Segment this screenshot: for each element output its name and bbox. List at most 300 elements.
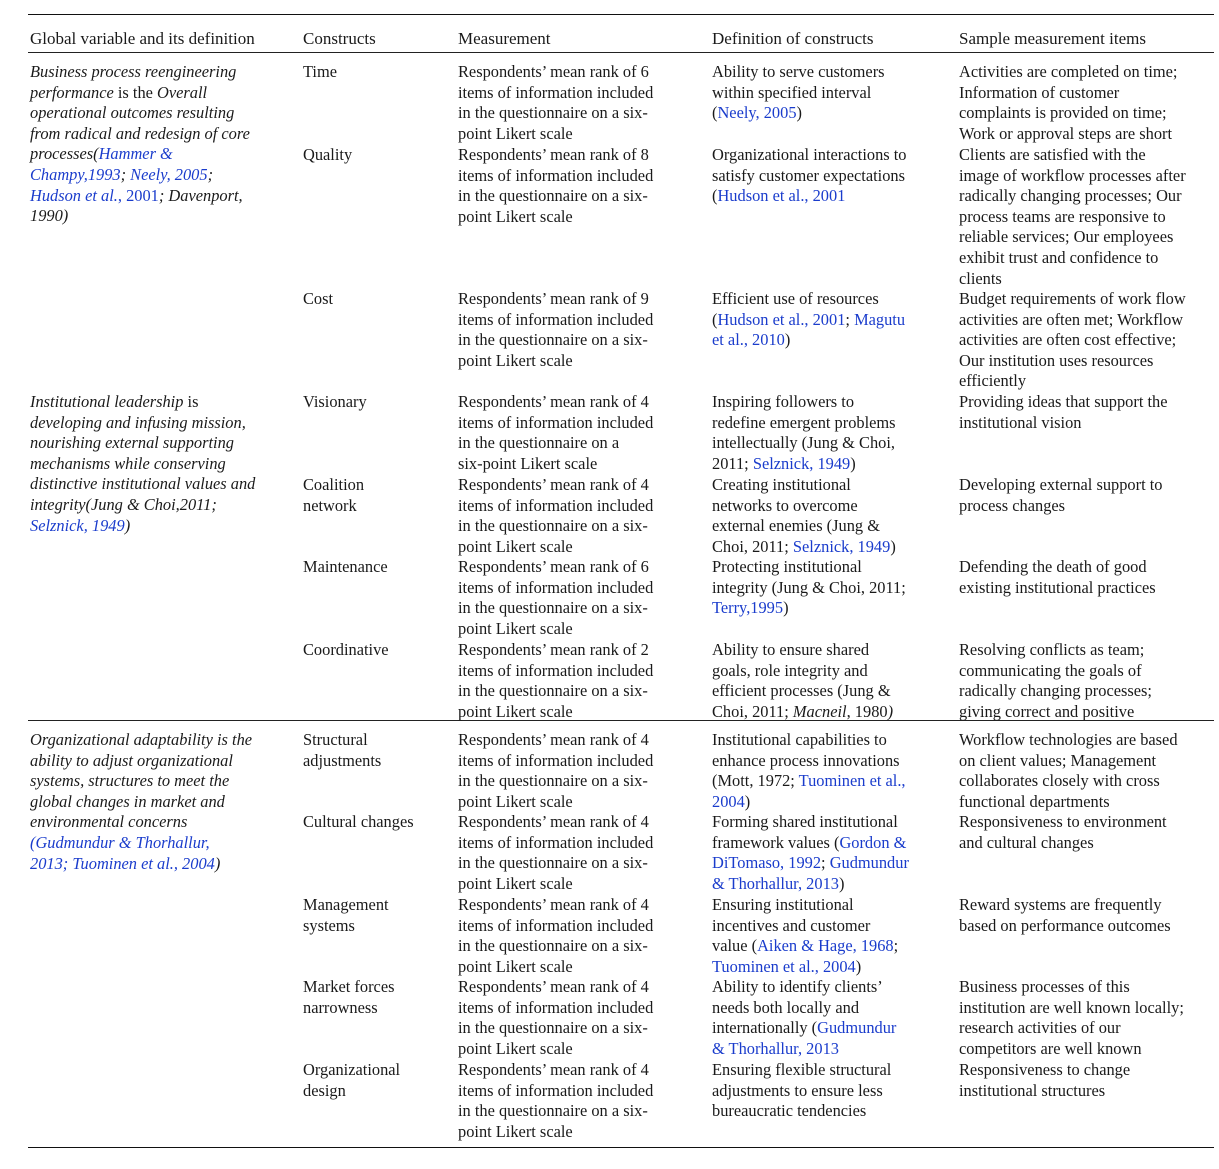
text-line: Information of customer xyxy=(959,82,1120,102)
cell-definition xyxy=(712,812,909,894)
text-line xyxy=(712,289,905,310)
text-line: Responsiveness to environment xyxy=(959,812,1167,831)
citation-link[interactable]: Neely, 2005 xyxy=(717,103,797,123)
citation-link[interactable]: Hudson et al., 2001 xyxy=(717,309,846,329)
text-line: Management xyxy=(303,895,389,914)
text-line: activities are often cost effective; xyxy=(959,330,1177,350)
text-line: Business processes of this xyxy=(959,977,1130,996)
text-line xyxy=(30,413,255,434)
text-line xyxy=(712,392,896,413)
text-segment: ) xyxy=(887,701,894,721)
text-line xyxy=(712,186,907,207)
cell-definition xyxy=(712,895,898,977)
text-line: on client values; Management xyxy=(959,750,1157,770)
text-line: Respondents’ mean rank of 4 xyxy=(458,1060,649,1079)
text-line: collaborates closely with cross xyxy=(959,771,1160,791)
cell-definition xyxy=(712,392,896,474)
text-line: in the questionnaire on a six- xyxy=(458,516,648,536)
text-segment: ) xyxy=(744,791,751,811)
text-line xyxy=(712,1060,891,1081)
text-line xyxy=(712,702,893,723)
text-line: Market forces xyxy=(303,977,395,996)
text-segment: Overall xyxy=(157,82,208,102)
text-line: point Likert scale xyxy=(458,123,573,143)
text-line: network xyxy=(303,495,357,515)
text-segment: developing and infusing mission, xyxy=(30,412,246,432)
text-line: Reward systems are frequently xyxy=(959,895,1162,914)
cell-measurement xyxy=(458,475,653,557)
cell-construct xyxy=(303,812,414,833)
text-segment: adjustments to ensure less xyxy=(712,1080,883,1100)
citation-link[interactable]: Selznick, 1949 xyxy=(792,536,891,556)
text-line: Budget requirements of work flow xyxy=(959,289,1186,308)
table-row xyxy=(28,640,1214,720)
text-line: systems xyxy=(303,915,355,935)
text-line xyxy=(712,1018,896,1039)
text-line: Quality xyxy=(303,145,353,164)
text-line: items of information included xyxy=(458,832,654,852)
text-line: research activities of our xyxy=(959,1018,1121,1038)
cell-sample-items xyxy=(959,392,1168,433)
cell-sample-items xyxy=(959,812,1167,853)
text-line: in the questionnaire on a xyxy=(458,433,620,453)
cell-definition xyxy=(712,475,896,557)
cell-measurement xyxy=(458,977,653,1059)
text-line: point Likert scale xyxy=(458,350,573,370)
text-segment: intellectually (Jung & Choi, xyxy=(712,433,896,453)
text-line: Our institution uses resources xyxy=(959,350,1154,370)
text-segment: nourishing external supporting xyxy=(30,433,234,453)
table-row xyxy=(28,557,1214,640)
citation-link[interactable]: DiTomaso, 1992 xyxy=(712,853,822,873)
header-sample-measurement-items: Sample measurement items xyxy=(959,29,1146,48)
text-line: competitors are well known xyxy=(959,1038,1142,1058)
cell-sample-items xyxy=(959,557,1156,598)
text-line: communicating the goals of xyxy=(959,660,1142,680)
text-line: point Likert scale xyxy=(458,1121,573,1141)
citation-link[interactable]: Selznick, 1949 xyxy=(30,515,125,535)
text-line xyxy=(712,730,906,751)
text-line xyxy=(712,496,896,517)
text-line xyxy=(30,83,250,104)
text-segment: Davenport, xyxy=(168,185,243,205)
text-segment: ; xyxy=(893,936,899,956)
table-row xyxy=(28,1060,1214,1145)
text-segment: Business process reengineering xyxy=(30,62,237,81)
text-line xyxy=(712,751,906,772)
text-line xyxy=(30,62,250,83)
text-segment: ( xyxy=(712,309,718,329)
citation-link[interactable]: Tuominen et al., xyxy=(798,771,906,791)
text-segment: Institutional leadership xyxy=(30,392,184,411)
text-line: Respondents’ mean rank of 6 xyxy=(458,557,649,576)
text-line xyxy=(712,62,885,83)
text-segment: ; xyxy=(120,164,131,184)
text-line xyxy=(712,330,905,351)
text-line xyxy=(712,475,896,496)
text-segment: Forming shared institutional xyxy=(712,812,898,831)
cell-measurement xyxy=(458,392,653,474)
citation-link[interactable]: 2004 xyxy=(712,791,745,811)
text-line: Respondents’ mean rank of 4 xyxy=(458,392,649,411)
citation-link[interactable]: Hudson et al. xyxy=(30,185,118,205)
text-segment: incentives and customer xyxy=(712,915,871,935)
text-segment: Ability to identify clients’ xyxy=(712,977,883,996)
table-row xyxy=(28,895,1214,977)
text-segment: Jung & Choi,2011; xyxy=(91,494,217,514)
citation-link[interactable]: Terry,1995 xyxy=(712,598,784,618)
text-line xyxy=(712,833,909,854)
text-line: items of information included xyxy=(458,660,654,680)
table-row xyxy=(28,977,1214,1060)
text-line xyxy=(712,977,896,998)
text-segment: Macneil xyxy=(792,701,847,721)
text-segment: within specified interval xyxy=(712,82,872,102)
text-line xyxy=(712,537,896,558)
text-segment: ( xyxy=(712,186,718,206)
text-line: Visionary xyxy=(303,392,367,411)
text-line xyxy=(712,661,893,682)
text-line: in the questionnaire on a six- xyxy=(458,936,648,956)
text-segment: efficient processes (Jung & xyxy=(712,681,891,701)
text-line: radically changing processes; xyxy=(959,681,1152,701)
table-row xyxy=(28,145,1214,289)
table-header xyxy=(28,15,1214,52)
cell-measurement xyxy=(458,812,653,894)
text-line xyxy=(712,433,896,454)
cell-measurement xyxy=(458,557,653,639)
cell-measurement xyxy=(458,730,653,812)
text-line xyxy=(712,681,893,702)
cell-sample-items xyxy=(959,1060,1130,1101)
text-line: Respondents’ mean rank of 4 xyxy=(458,475,649,494)
text-line xyxy=(30,124,250,145)
text-line: Respondents’ mean rank of 6 xyxy=(458,62,649,81)
citation-link[interactable]: Hudson et al., 2001 xyxy=(717,186,846,206)
text-line: functional departments xyxy=(959,791,1110,811)
text-segment: 2011; xyxy=(712,453,753,473)
text-line: six-point Likert scale xyxy=(458,453,598,473)
text-line xyxy=(712,853,909,874)
text-line xyxy=(30,433,255,454)
text-segment: ability to adjust organizational xyxy=(30,750,233,770)
text-line: institutional structures xyxy=(959,1080,1106,1100)
text-line xyxy=(712,1081,891,1102)
text-line: process teams are responsive to xyxy=(959,206,1166,226)
text-segment: mechanisms while conserving xyxy=(30,453,226,473)
cell-sample-items xyxy=(959,640,1152,720)
text-line: point Likert scale xyxy=(458,1038,573,1058)
cell-construct xyxy=(303,557,388,578)
citation-link[interactable]: (Gudmundur & Thorhallur, xyxy=(30,832,210,852)
text-segment: global changes in market and xyxy=(30,791,225,811)
text-segment: ) xyxy=(783,598,789,618)
text-line: point Likert scale xyxy=(458,206,573,226)
text-line: complaints is provided on time; xyxy=(959,103,1167,123)
cell-construct xyxy=(303,730,381,771)
text-segment: Efficient use of resources xyxy=(712,289,879,308)
citation-link[interactable]: & Thorhallur, 2013 xyxy=(712,1038,839,1058)
citation-link[interactable]: Hammer & xyxy=(98,144,173,164)
text-line: design xyxy=(303,1080,346,1100)
cell-construct xyxy=(303,475,364,516)
text-line: Providing ideas that support the xyxy=(959,392,1168,411)
text-line: in the questionnaire on a six- xyxy=(458,103,648,123)
text-line: in the questionnaire on a six- xyxy=(458,1018,648,1038)
table-row xyxy=(28,289,1214,392)
text-line: point Likert scale xyxy=(458,873,573,893)
text-segment: Organizational interactions to xyxy=(712,145,907,164)
text-line xyxy=(712,771,906,792)
text-line: institutional vision xyxy=(959,412,1082,432)
citation-link[interactable]: Gordon & xyxy=(839,832,907,852)
cell-sample-items xyxy=(959,895,1171,936)
text-line xyxy=(30,792,252,813)
table-body xyxy=(28,53,1214,1145)
text-line: adjustments xyxy=(303,750,382,770)
text-segment: 1990) xyxy=(30,206,69,226)
text-segment: Ensuring institutional xyxy=(712,895,854,914)
text-line: narrowness xyxy=(303,997,378,1017)
text-line: in the questionnaire on a six- xyxy=(458,186,648,206)
text-line: Defending the death of good xyxy=(959,557,1147,576)
cell-definition xyxy=(712,1060,891,1122)
text-segment: systems, structures to meet the xyxy=(30,771,230,791)
text-line xyxy=(712,454,896,475)
text-line: point Likert scale xyxy=(458,956,573,976)
text-line: Clients are satisfied with the xyxy=(959,145,1146,164)
text-line xyxy=(712,916,898,937)
text-segment: integrity (Jung & Choi, 2011; xyxy=(712,577,906,597)
text-segment: Choi, 2011; xyxy=(712,536,793,556)
text-line xyxy=(712,145,907,166)
citation-link[interactable]: Champy,1993 xyxy=(30,164,121,184)
text-line xyxy=(712,895,898,916)
text-line xyxy=(30,771,252,792)
citation-link[interactable]: Neely, 2005 xyxy=(130,164,208,184)
cell-sample-items xyxy=(959,977,1184,1059)
text-line: items of information included xyxy=(458,1080,654,1100)
text-line: Respondents’ mean rank of 9 xyxy=(458,289,649,308)
citation-link[interactable]: Gudmundur xyxy=(829,853,909,873)
cell-construct xyxy=(303,145,352,166)
text-line: Cultural changes xyxy=(303,812,414,831)
text-segment: satisfy customer expectations xyxy=(712,165,905,185)
text-line: Structural xyxy=(303,730,368,749)
text-line xyxy=(712,936,898,957)
text-segment: Ability to serve customers xyxy=(712,62,885,81)
text-segment: distinctive institutional values and xyxy=(30,474,256,494)
header-global-variable: Global variable and its definition xyxy=(30,29,255,48)
text-line: Respondents’ mean rank of 4 xyxy=(458,977,649,996)
text-line xyxy=(712,166,907,187)
text-line xyxy=(712,792,906,813)
text-line: Coalition xyxy=(303,475,365,494)
cell-construct xyxy=(303,640,389,661)
text-segment: Choi, 2011; xyxy=(712,701,793,721)
text-line: Respondents’ mean rank of 8 xyxy=(458,145,649,164)
text-line xyxy=(712,1101,891,1122)
text-line: process changes xyxy=(959,495,1066,515)
cell-sample-items xyxy=(959,730,1178,812)
text-segment: performance xyxy=(30,82,114,102)
cell-definition xyxy=(712,977,896,1059)
text-segment: operational outcomes resulting xyxy=(30,103,235,123)
text-line xyxy=(712,640,893,661)
text-line xyxy=(712,83,885,104)
cell-construct xyxy=(303,289,333,310)
text-segment: ; xyxy=(207,164,214,184)
text-segment: ) xyxy=(124,515,131,535)
header-definition-of-constructs: Definition of constructs xyxy=(712,29,874,48)
text-segment: ) xyxy=(890,536,896,556)
text-line: institution are well known locally; xyxy=(959,997,1184,1017)
text-line xyxy=(712,310,905,331)
text-line: Resolving conflicts as team; xyxy=(959,640,1145,659)
text-line: Workflow technologies are based xyxy=(959,730,1178,749)
text-line: giving correct and positive xyxy=(959,701,1135,720)
text-line: point Likert scale xyxy=(458,701,573,721)
citation-link[interactable]: & Thorhallur, 2013 xyxy=(712,873,839,893)
table-row xyxy=(28,812,1214,895)
text-line: in the questionnaire on a six- xyxy=(458,853,648,873)
text-segment: (Mott, 1972; xyxy=(712,771,799,791)
text-segment: Ensuring flexible structural xyxy=(712,1060,892,1079)
cell-measurement xyxy=(458,1060,653,1142)
citation-link[interactable]: Aiken & Hage, 1968 xyxy=(757,936,894,956)
text-line: existing institutional practices xyxy=(959,577,1156,597)
text-segment: processes( xyxy=(30,144,99,164)
constructs-table xyxy=(28,14,1214,1148)
text-line: Work or approval steps are short xyxy=(959,123,1173,143)
text-segment: bureaucratic tendencies xyxy=(712,1101,867,1121)
text-segment: , 1980 xyxy=(846,701,888,721)
text-line: Cost xyxy=(303,289,334,308)
cell-construct xyxy=(303,62,337,83)
text-segment: ; xyxy=(845,309,855,329)
text-segment: ) xyxy=(214,853,221,873)
citation-link[interactable]: Gudmundur xyxy=(817,1018,897,1038)
cell-definition xyxy=(712,289,905,351)
text-line: items of information included xyxy=(458,165,654,185)
text-segment: ) xyxy=(796,103,802,123)
text-segment: Organizational adaptability is the xyxy=(30,730,253,749)
text-line: Respondents’ mean rank of 2 xyxy=(458,640,649,659)
text-segment: value ( xyxy=(712,936,758,956)
text-line: items of information included xyxy=(458,412,654,432)
text-line: items of information included xyxy=(458,750,654,770)
text-segment: ( xyxy=(712,103,718,123)
text-line: radically changing processes; Our xyxy=(959,186,1182,206)
text-line: point Likert scale xyxy=(458,618,573,638)
text-segment: ; xyxy=(158,185,169,205)
cell-construct xyxy=(303,392,367,413)
citation-link[interactable]: Tuominen et al., 2004 xyxy=(712,956,856,976)
text-line xyxy=(712,874,909,895)
text-line: efficiently xyxy=(959,371,1027,391)
text-line: exhibit trust and confidence to xyxy=(959,247,1159,267)
text-segment: ; xyxy=(821,853,830,873)
text-segment: Inspiring followers to xyxy=(712,392,855,411)
text-line: reliable services; Our employees xyxy=(959,227,1174,247)
text-line: in the questionnaire on a six- xyxy=(458,598,648,618)
text-segment: needs both locally and xyxy=(712,997,860,1017)
text-segment: Creating institutional xyxy=(712,475,851,494)
text-segment: ) xyxy=(838,873,845,893)
text-line: Maintenance xyxy=(303,557,388,576)
cell-sample-items xyxy=(959,475,1162,516)
text-segment: environmental concerns xyxy=(30,812,188,832)
text-line: based on performance outcomes xyxy=(959,915,1171,935)
cell-construct xyxy=(303,1060,400,1101)
citation-link[interactable]: 2013; Tuominen et al., 2004 xyxy=(30,853,215,873)
text-segment: integrity( xyxy=(30,494,91,514)
text-line xyxy=(712,516,896,537)
text-line: point Likert scale xyxy=(458,536,573,556)
cell-measurement xyxy=(458,145,653,227)
text-line xyxy=(712,578,906,599)
text-segment: Ability to ensure shared xyxy=(712,640,870,659)
table-row xyxy=(28,475,1214,557)
text-segment: ) xyxy=(855,956,862,976)
cell-measurement xyxy=(458,895,653,977)
text-line: Coordinative xyxy=(303,640,389,659)
text-line: Organizational xyxy=(303,1060,401,1079)
text-line: Responsiveness to change xyxy=(959,1060,1131,1079)
text-line xyxy=(712,103,885,124)
cell-sample-items xyxy=(959,289,1186,392)
text-segment: external enemies (Jung & xyxy=(712,516,880,536)
text-segment: goals, role integrity and xyxy=(712,660,868,680)
cell-definition xyxy=(712,62,885,124)
text-line xyxy=(712,557,906,578)
text-line xyxy=(30,730,252,751)
cell-definition xyxy=(712,730,906,812)
header-measurement: Measurement xyxy=(458,29,551,48)
citation-link[interactable]: Selznick, 1949 xyxy=(752,453,851,473)
text-segment: framework values ( xyxy=(712,832,840,852)
text-segment: is xyxy=(183,392,199,411)
cell-definition xyxy=(712,145,907,207)
text-line: in the questionnaire on a six- xyxy=(458,771,648,791)
header-constructs: Constructs xyxy=(303,29,376,48)
text-line xyxy=(30,751,252,772)
citation-link[interactable]: , 2001 xyxy=(117,185,159,205)
text-segment: redefine emergent problems xyxy=(712,412,896,432)
text-line xyxy=(712,1039,896,1060)
text-line: Respondents’ mean rank of 4 xyxy=(458,730,649,749)
text-line: clients xyxy=(959,268,1002,288)
cell-definition xyxy=(712,640,893,722)
cell-measurement xyxy=(458,289,653,371)
text-segment: internationally ( xyxy=(712,1018,818,1038)
text-line: Respondents’ mean rank of 4 xyxy=(458,812,649,831)
text-line xyxy=(30,454,255,475)
cell-sample-items xyxy=(959,62,1177,144)
text-line: Activities are completed on time; xyxy=(959,62,1178,81)
text-line: items of information included xyxy=(458,82,654,102)
text-line: in the questionnaire on a six- xyxy=(458,681,648,701)
text-line xyxy=(712,957,898,978)
text-line: items of information included xyxy=(458,915,654,935)
text-line: in the questionnaire on a six- xyxy=(458,1101,648,1121)
citation-link[interactable]: et al., 2010 xyxy=(712,330,785,350)
text-line: Respondents’ mean rank of 4 xyxy=(458,895,649,914)
cell-measurement xyxy=(458,640,653,722)
citation-link[interactable]: Magutu xyxy=(854,309,906,329)
text-line: point Likert scale xyxy=(458,791,573,811)
text-line: and cultural changes xyxy=(959,832,1094,852)
